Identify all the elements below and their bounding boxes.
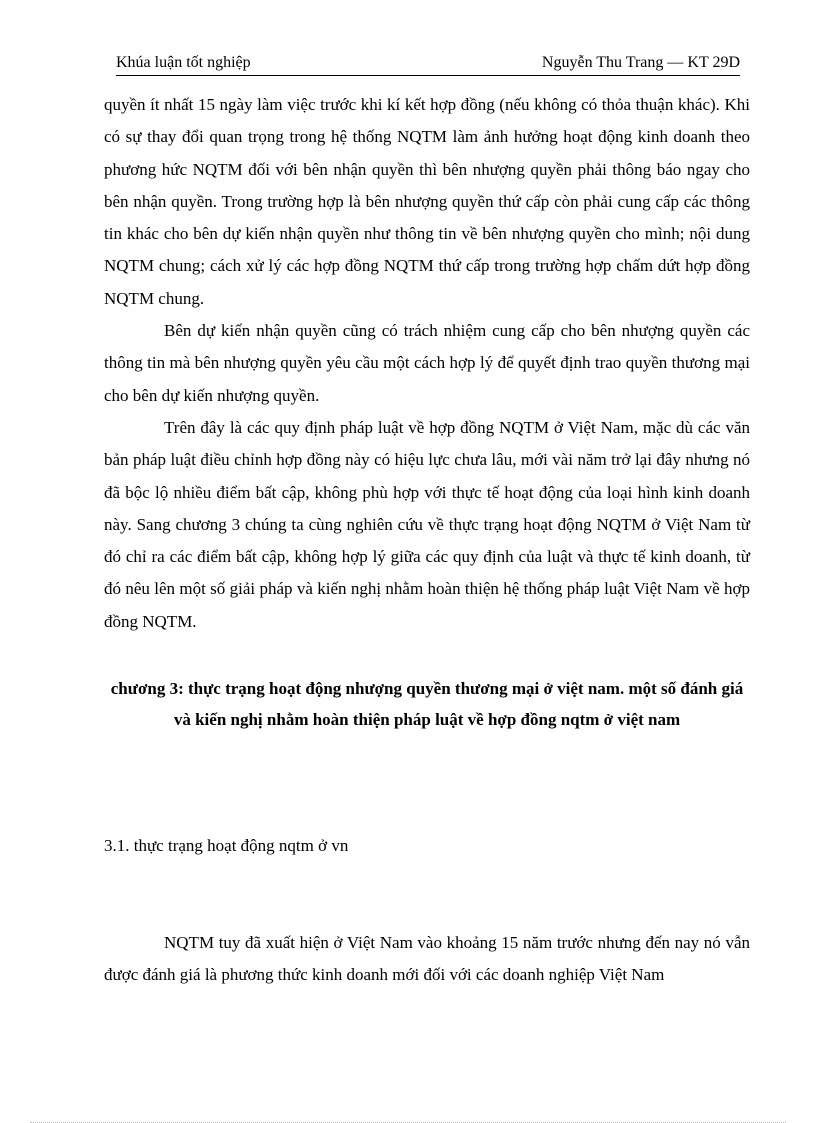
header-thesis-title: Khúa luận tốt nghiệp: [116, 54, 251, 71]
section-heading: 3.1. thực trạng hoạt động nqtm ở vn: [104, 836, 349, 855]
header-author: Nguyễn Thu Trang — KT 29D: [541, 54, 740, 71]
chapter-heading: chương 3: thực trạng hoạt động nhượng quyền thương mại ở việt nam. một số đánh giá và kiến nghị nhằm hoàn thiện pháp luật về hợp đồng nqtm ở việt nam: [110, 679, 744, 729]
paragraph-recipient-obligations: Bên dự kiến nhận quyền cũng có trách nhiệm cung cấp cho bên nhượng quyền các thông tin mà bên nhượng quyền yêu cầu một cách hợp lý để quyết định trao quyền thương mại cho bên dự kiến nhượng quyền.: [104, 321, 750, 405]
section-paragraph: NQTM tuy đã xuất hiện ở Việt Nam vào khoảng 15 năm trước nhưng đến nay nó vẫn được đánh giá là phương thức kinh doanh mới đối với các doanh nghiệp Việt Nam: [104, 933, 750, 985]
paragraph-summary: Trên đây là các quy định pháp luật về hợp đồng NQTM ở Việt Nam, mặc dù các văn bản pháp luật điều chỉnh hợp đồng này có hiệu lực chưa lâu, mới vài năm trở lại đây nhưng nó đã bộc lộ nhiều điểm bất cập, không phù hợp với thực tế hoạt động của loại hình kinh doanh này. Sang chương 3 chúng ta cùng nghiên cứu về thực trạng hoạt động NQTM ở Việt Nam từ đó chỉ ra các điểm bất cập, không hợp lý giữa các quy định của luật và thực tế kinh doanh, từ đó nêu lên một số giải pháp và kiến nghị nhằm hoàn thiện hệ thống pháp luật Việt Nam về hợp đồng NQTM.: [104, 418, 750, 631]
page-header: [116, 53, 740, 76]
paragraph-disclosure-obligations: quyền ít nhất 15 ngày làm việc trước khi kí kết hợp đồng (nếu không có thỏa thuận khác). Khi có sự thay đổi quan trọng trong hệ thống NQTM làm ảnh hưởng hoạt động kinh doanh theo phương hức NQTM đối với bên nhận quyền thì bên nhượng quyền phải thông báo ngay cho bên nhận quyền. Trong trường hợp là bên nhượng quyền thứ cấp còn phải cung cấp các thông tin khác cho bên dự kiến nhận quyền như thông tin về bên nhượng quyền cho mình; nội dung NQTM chung; cách xử lý các hợp đồng NQTM thứ cấp trong trường hợp chấm dứt hợp đồng NQTM chung.: [104, 95, 750, 308]
